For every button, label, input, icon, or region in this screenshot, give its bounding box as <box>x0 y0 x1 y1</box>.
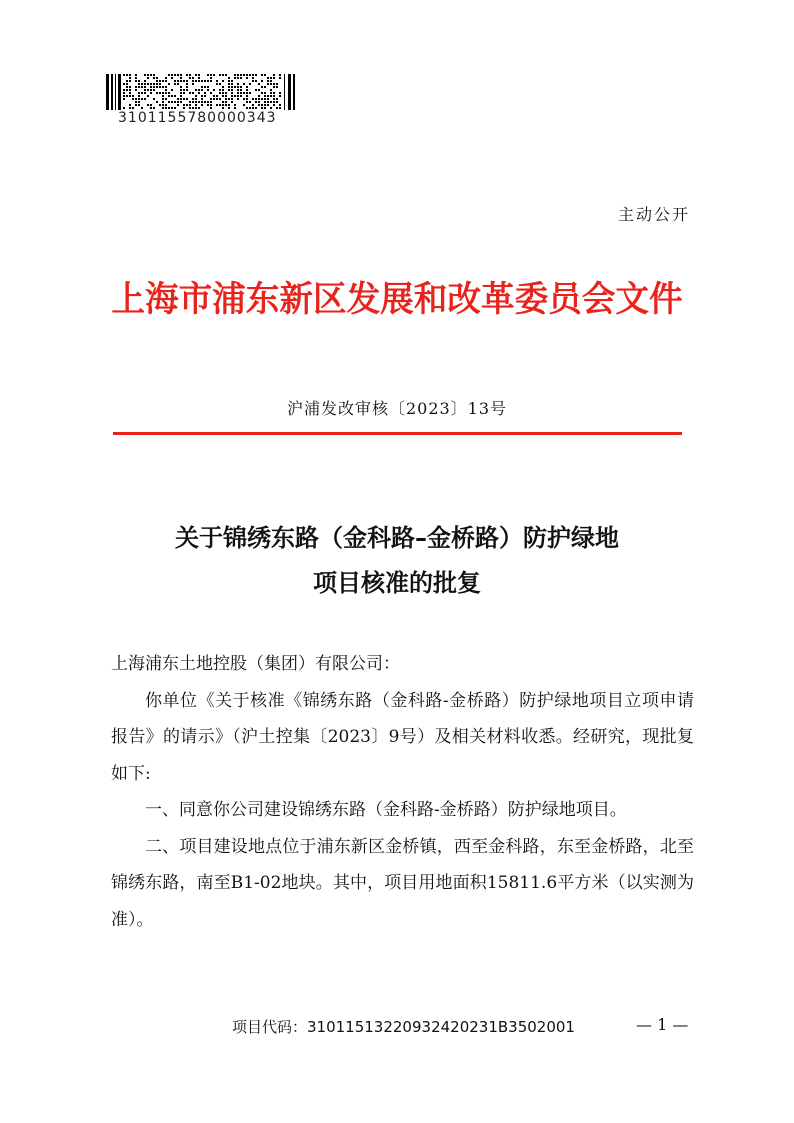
document-title <box>0 516 794 606</box>
disclosure-label: 主动公开 <box>617 205 690 224</box>
red-divider <box>113 432 682 435</box>
project-code: 项目代码：31011513220932420231B3502001 <box>232 1018 575 1036</box>
body-paragraph-2: 一、同意你公司建设锦绣东路（金科路-金桥路）防护绿地项目。 <box>145 800 627 820</box>
barcode-number: 3101155780000343 <box>118 110 277 126</box>
title-line-1: 关于锦绣东路（金科路–金桥路）防护绿地 <box>175 524 619 552</box>
addressee: 上海浦东土地控股（集团）有限公司： <box>111 654 400 674</box>
issuer-heading: 上海市浦东新区发展和改革委员会文件 <box>111 279 683 320</box>
body-paragraph-1: 你单位《关于核准《锦绣东路（金科路-金桥路）防护绿地项目立项申请报告》的请示》（沪土控集〔2023〕9号）及相关材料收悉。经研究，现批复如下: <box>111 690 694 784</box>
page-number: — 1 — <box>636 1015 689 1034</box>
document-body <box>111 646 694 938</box>
document-number: 沪浦发改审核〔2023〕13号 <box>286 399 508 418</box>
title-line-2: 项目核准的批复 <box>313 569 481 597</box>
document-barcode <box>106 74 296 110</box>
body-paragraph-3: 二、项目建设地点位于浦东新区金桥镇，西至金科路，东至金桥路，北至锦绣东路，南至B1-02地块。其中，项目用地面积15811.6平方米（以实测为准）。 <box>111 836 694 930</box>
